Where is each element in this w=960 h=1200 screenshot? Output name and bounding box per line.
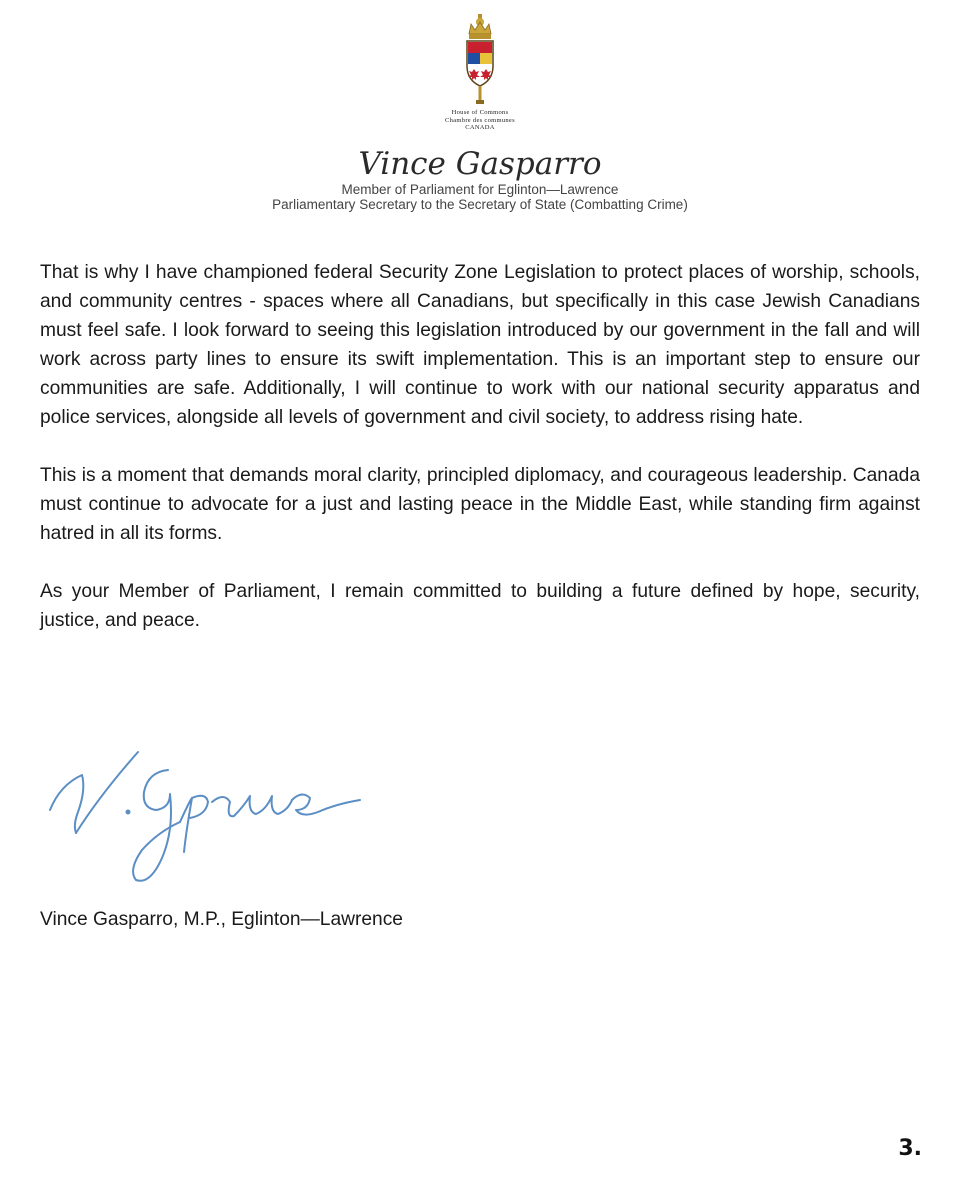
org-line-english: House of Commons bbox=[451, 109, 509, 116]
page-number: 3. bbox=[898, 1136, 922, 1161]
handwritten-signature-icon bbox=[40, 740, 380, 890]
mp-title-secretary: Parliamentary Secretary to the Secretary of State (Combatting Crime) bbox=[272, 196, 688, 212]
paragraph: As your Member of Parliament, I remain committed to building a future defined by hope, security, justice, and peace. bbox=[40, 581, 920, 631]
org-line-country: CANADA bbox=[465, 124, 495, 131]
letterhead bbox=[0, 14, 960, 212]
paragraph: That is why I have championed federal Security Zone Legislation to protect places of worship, schools, and community centres - spaces where all Canadians, but specifically in this case Jewish Canadians must feel safe. I look forward to seeing this legislation introduced by our government in the fall and will work across party lines to ensure its swift implementation. This is an important step to ensure our communities are safe. Additionally, I will continue to work with our national security apparatus and police services, alongside all levels of government and civil society, to address rising hate. bbox=[40, 262, 920, 428]
mp-title-riding: Member of Parliament for Eglinton—Lawrence bbox=[341, 181, 619, 197]
org-line-french: Chambre des communes bbox=[445, 116, 515, 124]
sign-off: Vince Gasparro, M.P., Eglinton—Lawrence bbox=[40, 909, 403, 930]
letter-body bbox=[40, 258, 920, 664]
house-of-commons-crest-icon bbox=[455, 14, 505, 106]
mp-name: Vince Gasparro bbox=[358, 145, 602, 182]
paragraph: This is a moment that demands moral clarity, principled diplomacy, and courageous leadership. Canada must continue to advocate for a just and lasting peace in the Middle East, while standing firm against hatred in all its forms. bbox=[40, 465, 920, 544]
